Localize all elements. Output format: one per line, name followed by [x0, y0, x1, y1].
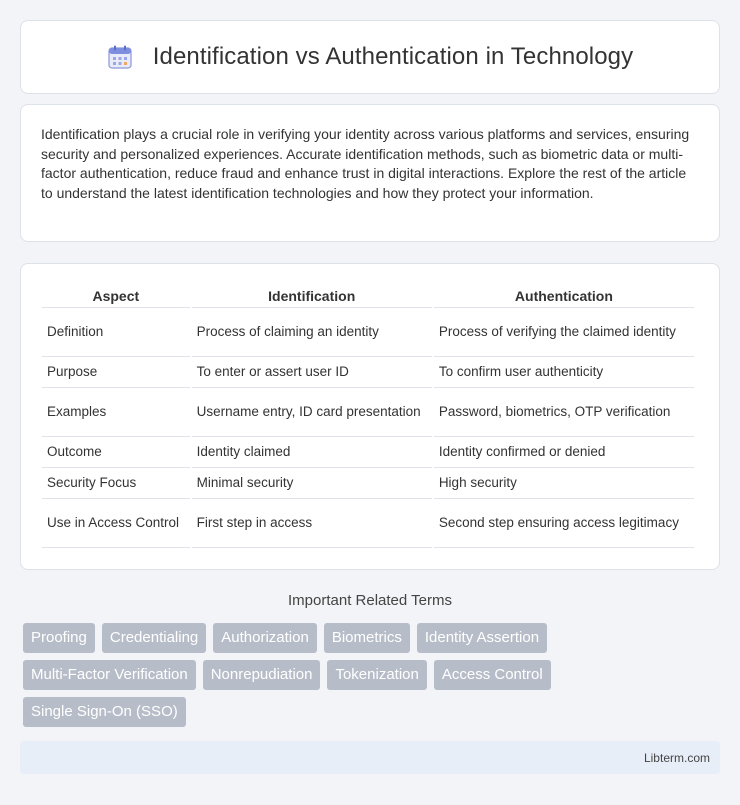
table-cell: Identity claimed	[192, 437, 432, 468]
comparison-table	[40, 284, 696, 548]
table-row	[42, 308, 694, 357]
table-row	[42, 499, 694, 548]
table-cell: Username entry, ID card presentation	[192, 388, 432, 437]
table-cell: Password, biometrics, OTP verification	[434, 388, 694, 437]
tag-credentialing[interactable]: Credentialing	[102, 623, 206, 653]
table-row	[42, 357, 694, 388]
tag-tokenization[interactable]: Tokenization	[327, 660, 426, 690]
table-cell: Second step ensuring access legitimacy	[434, 499, 694, 548]
table-cell: Process of claiming an identity	[192, 308, 432, 357]
tag-proofing[interactable]: Proofing	[23, 623, 95, 653]
tag-multi-factor-verification[interactable]: Multi-Factor Verification	[23, 660, 196, 690]
related-terms-title: Important Related Terms	[288, 592, 452, 609]
page-title: Identification vs Authentication in Technology	[152, 43, 634, 70]
table-cell: Security Focus	[42, 468, 190, 499]
table-cell: Purpose	[42, 357, 190, 388]
table-row	[42, 437, 694, 468]
table-cell: Minimal security	[192, 468, 432, 499]
table-cell: To enter or assert user ID	[192, 357, 432, 388]
table-cell: Process of verifying the claimed identity	[434, 308, 694, 357]
tag-nonrepudiation[interactable]: Nonrepudiation	[203, 660, 321, 690]
table-cell: Examples	[42, 388, 190, 437]
comparison-card	[20, 263, 720, 570]
table-row	[42, 388, 694, 437]
tag-authorization[interactable]: Authorization	[213, 623, 317, 653]
tag-single-sign-on[interactable]: Single Sign-On (SSO)	[23, 697, 186, 727]
tag-biometrics[interactable]: Biometrics	[324, 623, 410, 653]
related-terms-list	[23, 623, 723, 734]
tag-identity-assertion[interactable]: Identity Assertion	[417, 623, 547, 653]
footer-bar	[20, 741, 720, 774]
column-header: Identification	[192, 284, 432, 308]
table-cell: Identity confirmed or denied	[434, 437, 694, 468]
header-card	[20, 20, 720, 94]
column-header: Aspect	[42, 284, 190, 308]
intro-paragraph: Identification plays a crucial role in verifying your identity across various platforms and services, ensuring security and personalized experiences. Accurate identification methods, such as biometric data or multi-factor authentication, reduce fraud and enhance trust in digital interactions. Explore the rest of the article to understand the latest identification technologies and how they protect your information.	[41, 126, 690, 201]
table-cell: First step in access	[192, 499, 432, 548]
table-cell: High security	[434, 468, 694, 499]
footer-site-link[interactable]: Libterm.com	[643, 750, 710, 765]
tag-access-control[interactable]: Access Control	[434, 660, 551, 690]
table-cell: Definition	[42, 308, 190, 357]
table-row	[42, 468, 694, 499]
table-cell: Outcome	[42, 437, 190, 468]
table-cell: To confirm user authenticity	[434, 357, 694, 388]
calendar-icon	[107, 44, 133, 70]
table-cell: Use in Access Control	[42, 499, 190, 548]
column-header: Authentication	[434, 284, 694, 308]
intro-card	[20, 104, 720, 242]
table-header-row	[42, 284, 694, 308]
